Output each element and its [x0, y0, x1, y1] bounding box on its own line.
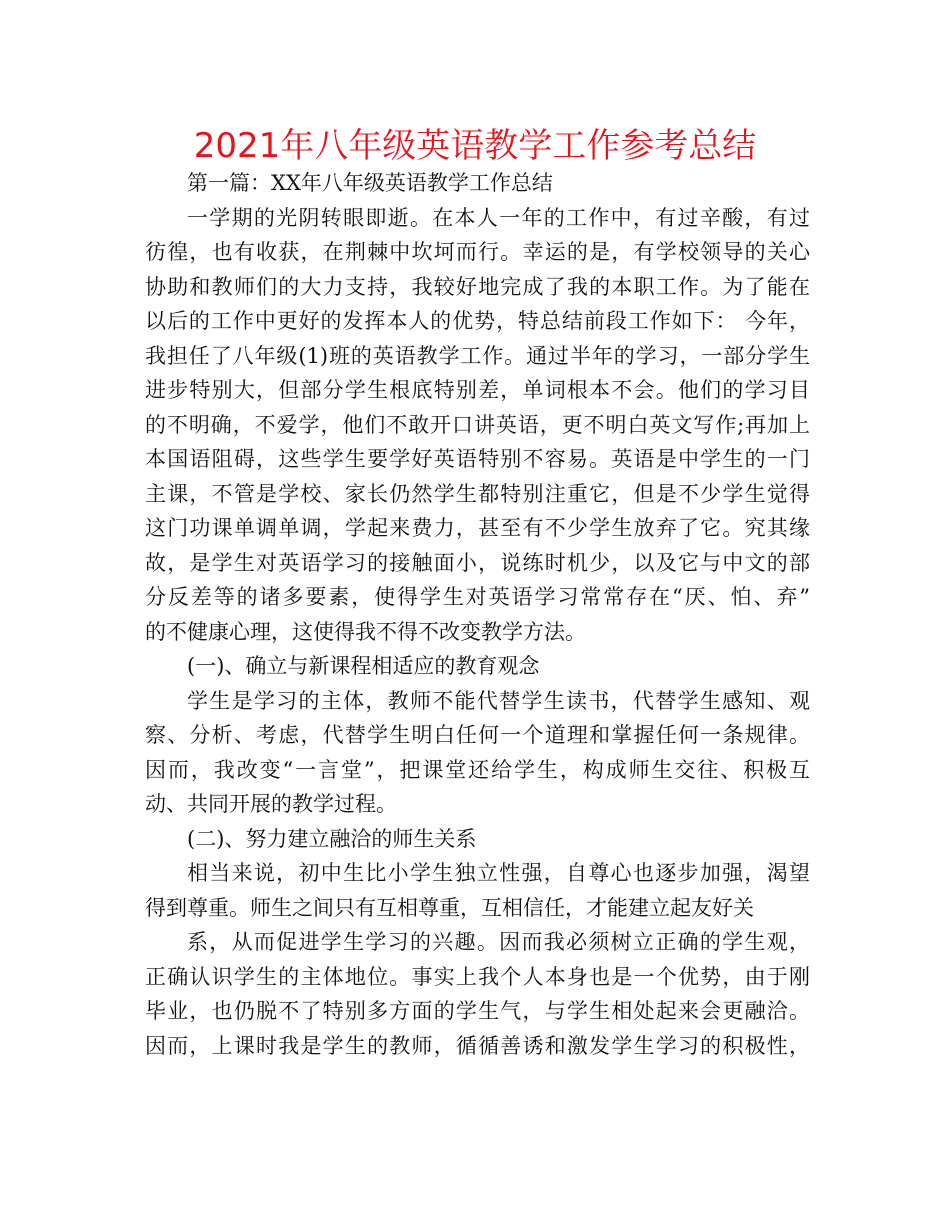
text-line: 得到尊重。师生之间只有互相尊重，互相信任，才能建立起友好关 — [145, 895, 754, 920]
text-line: 毕业，也仍脱不了特别多方面的学生气，与学生相处起来会更融洽。 — [145, 999, 810, 1023]
text-line: (二)、努力建立融洽的师生关系 — [187, 826, 477, 851]
text-line: 协助和教师们的大力支持，我较好地完成了我的本职工作。为了能在 — [145, 274, 810, 299]
text-line: 的不健康心理，这使得我不得不改变教学方法。 — [145, 619, 586, 644]
text-line: 彷徨，也有收获，在荆棘中坎坷而行。幸运的是，有学校领导的关心 — [145, 240, 810, 264]
text-line: 学生是学习的主体，教师不能代替学生读书，代替学生感知、观 — [187, 688, 810, 713]
text-line: 动、共同开展的教学过程。 — [145, 792, 397, 816]
text-line: 一学期的光阴转眼即逝。在本人一年的工作中，有过辛酸，有过 — [187, 205, 810, 230]
text-line: 的不明确，不爱学，他们不敢开口讲英语，更不明白英文写作;再加上 — [145, 412, 810, 437]
text-line: 我担任了八年级(1)班的英语教学工作。通过半年的学习，一部分学生 — [145, 343, 810, 368]
text-line: 这门功课单调单调，学起来费力，甚至有不少学生放弃了它。究其缘 — [145, 516, 810, 540]
document-body — [145, 166, 810, 1063]
text-line: 以后的工作中更好的发挥本人的优势，特总结前段工作如下： 今年， — [145, 309, 810, 333]
text-line: 因而，上课时我是学生的教师，循循善诱和激发学生学习的积极性， — [145, 1033, 810, 1058]
text-line: 分反差等的诸多要素，使得学生对英语学习常常存在“厌、怕、弃” — [145, 585, 810, 609]
document-title: 2021年八年级英语教学工作参考总结 — [193, 126, 757, 166]
text-line: (一)、确立与新课程相适应的教育观念 — [187, 654, 540, 678]
text-line: 察、分析、考虑，代替学生明白任何一个道理和掌握任何一条规律。 — [145, 723, 810, 747]
text-line: 主课，不管是学校、家长仍然学生都特别注重它，但是不少学生觉得 — [145, 481, 810, 506]
text-line: 正确认识学生的主体地位。事实上我个人本身也是一个优势，由于刚 — [145, 964, 810, 989]
text-line: 故，是学生对英语学习的接触面小，说练时机少，以及它与中文的部 — [145, 550, 810, 575]
text-line: 进步特别大，但部分学生根底特别差，单词根本不会。他们的学习目 — [145, 378, 810, 402]
text-line: 系，从而促进学生学习的兴趣。因而我必须树立正确的学生观， — [187, 930, 810, 954]
text-line: 本国语阻碍，这些学生要学好英语特别不容易。英语是中学生的一门 — [145, 447, 810, 471]
text-line: 因而，我改变“一言堂”，把课堂还给学生，构成师生交往、积极互 — [145, 757, 810, 782]
text-line: 相当来说，初中生比小学生独立性强，自尊心也逐步加强，渴望 — [187, 861, 810, 885]
text-line: 第一篇：XX年八年级英语教学工作总结 — [187, 171, 553, 195]
